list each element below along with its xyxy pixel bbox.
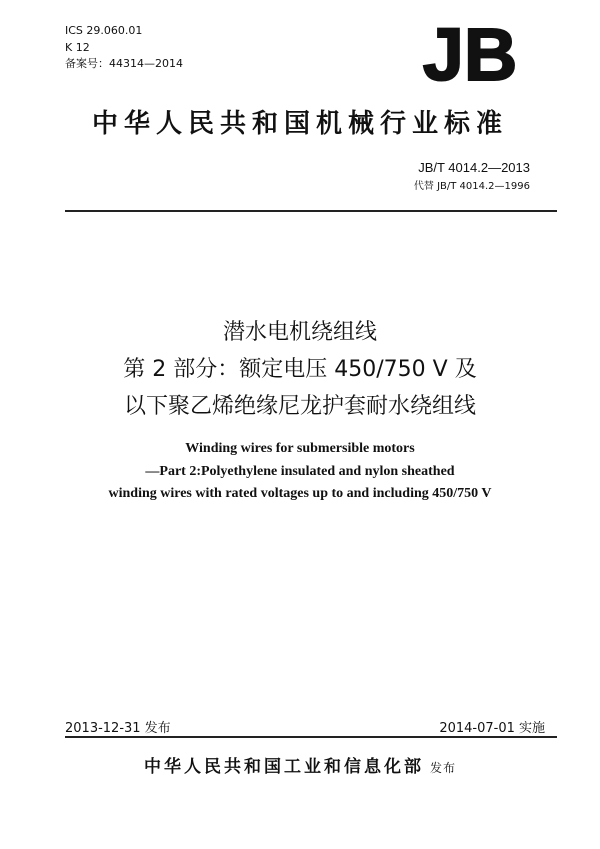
replaces-standard: 代替 JB/T 4014.2—1996 — [413, 181, 530, 192]
jb-logo-text: JB — [422, 22, 518, 86]
classification-code: K 12 — [65, 41, 90, 54]
top-divider — [65, 210, 557, 212]
ics-code: ICS 29.060.01 — [65, 24, 143, 37]
standard-category-heading: 中华人民共和国机械行业标准 — [91, 109, 508, 139]
publisher-suffix: 发布 — [429, 761, 456, 775]
english-title-line-2: —Part 2:Polyethylene insulated and nylon sheathed — [145, 464, 455, 479]
publisher — [0, 752, 600, 777]
record-number: 备案号：44314—2014 — [65, 57, 183, 70]
chinese-title-line-2: 第 2 部分：额定电压 450/750 V 及 — [123, 357, 477, 382]
implementation-date: 2014-07-01 实施 — [439, 721, 545, 736]
chinese-title-line-3: 以下聚乙烯绝缘尼龙护套耐水绕组线 — [123, 394, 476, 419]
standard-number: JB/T 4014.2—2013 — [418, 160, 530, 175]
issue-date: 2013-12-31 发布 — [65, 721, 171, 736]
jb-logo — [408, 22, 532, 86]
bottom-divider — [65, 736, 557, 738]
chinese-title-line-1: 潜水电机绕组线 — [222, 320, 377, 345]
english-title-line-3: winding wires with rated voltages up to and including 450/750 V — [108, 486, 492, 501]
publisher-name: 中华人民共和国工业和信息化部 — [143, 757, 424, 777]
english-title-line-1: Winding wires for submersible motors — [185, 441, 415, 456]
